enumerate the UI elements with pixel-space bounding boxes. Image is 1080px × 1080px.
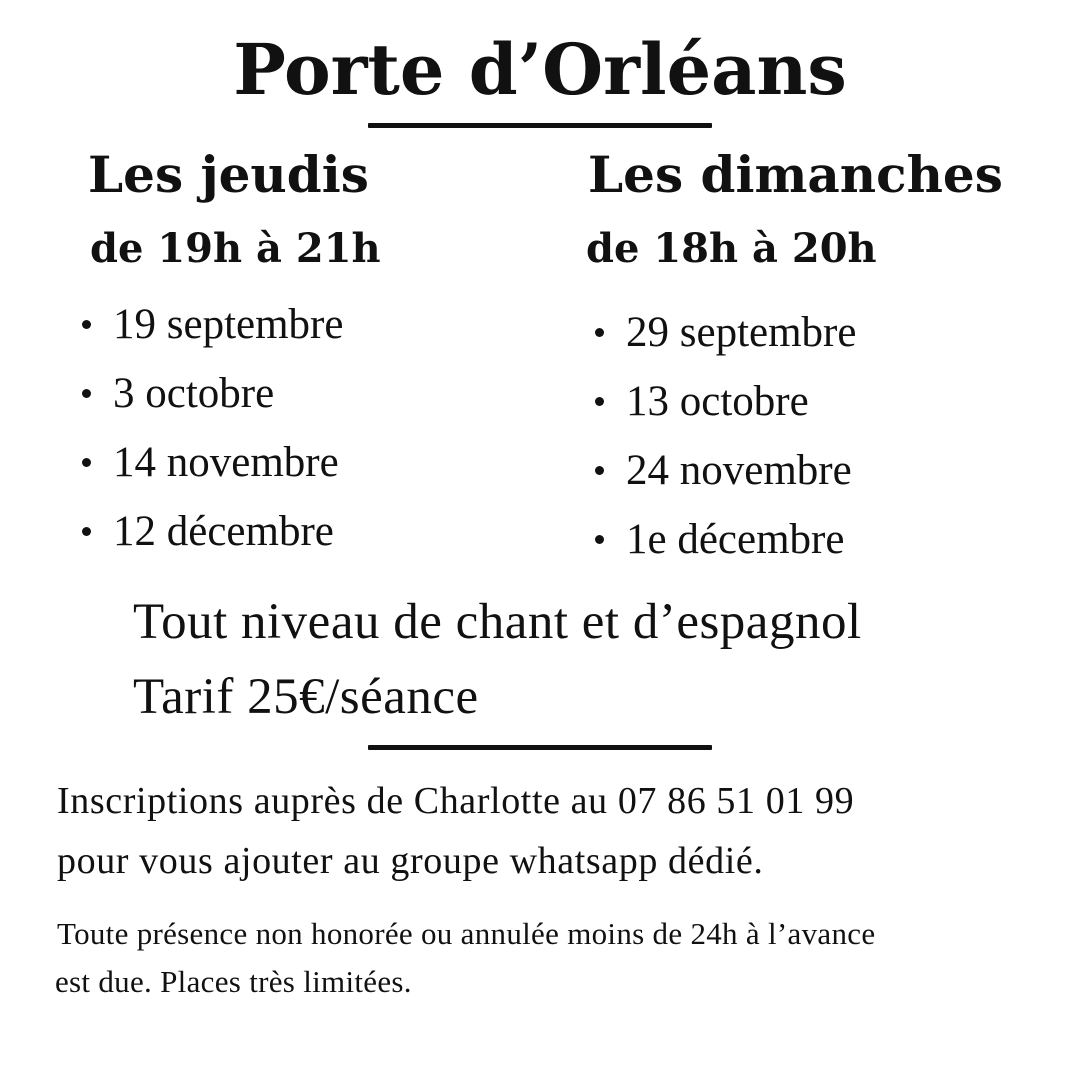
list-item bbox=[595, 376, 856, 445]
sunday-heading: Les dimanches bbox=[588, 145, 1003, 204]
thursday-heading: Les jeudis bbox=[88, 145, 369, 204]
bullet-icon bbox=[595, 535, 604, 544]
date-text: 1e décembre bbox=[626, 516, 845, 563]
bullet-icon bbox=[82, 458, 91, 467]
bullet-icon bbox=[82, 389, 91, 398]
bullet-icon bbox=[82, 320, 91, 329]
list-item bbox=[595, 445, 856, 514]
top-divider bbox=[368, 123, 712, 128]
list-item bbox=[595, 307, 856, 376]
date-text: 14 novembre bbox=[113, 439, 339, 486]
note-line-2: est due. Places très limitées. bbox=[55, 964, 412, 999]
date-text: 3 octobre bbox=[113, 370, 275, 417]
contact-line-1: Inscriptions auprès de Charlotte au 07 86 51 01 99 bbox=[57, 780, 855, 822]
list-item bbox=[82, 299, 343, 368]
thursday-date-list bbox=[82, 299, 343, 575]
contact-line-2: pour vous ajouter au groupe whatsapp dédié. bbox=[57, 840, 764, 882]
thursday-time: de 19h à 21h bbox=[90, 225, 381, 272]
date-text: 13 octobre bbox=[626, 378, 809, 425]
sunday-date-list bbox=[595, 307, 856, 583]
level-text: Tout niveau de chant et d’espagnol bbox=[133, 594, 862, 650]
date-text: 19 septembre bbox=[113, 301, 344, 348]
bullet-icon bbox=[82, 527, 91, 536]
note-line-1: Toute présence non honorée ou annulée moins de 24h à l’avance bbox=[57, 916, 876, 951]
list-item bbox=[82, 506, 343, 575]
bottom-divider bbox=[368, 745, 712, 750]
list-item bbox=[595, 514, 856, 583]
bullet-icon bbox=[595, 466, 604, 475]
bullet-icon bbox=[595, 328, 604, 337]
list-item bbox=[82, 437, 343, 506]
sunday-time: de 18h à 20h bbox=[586, 225, 877, 272]
price-text: Tarif 25€/séance bbox=[133, 669, 479, 725]
list-item bbox=[82, 368, 343, 437]
page-title: Porte d’Orléans bbox=[233, 28, 847, 111]
date-text: 29 septembre bbox=[626, 309, 857, 356]
date-text: 12 décembre bbox=[113, 508, 334, 555]
bullet-icon bbox=[595, 397, 604, 406]
date-text: 24 novembre bbox=[626, 447, 852, 494]
